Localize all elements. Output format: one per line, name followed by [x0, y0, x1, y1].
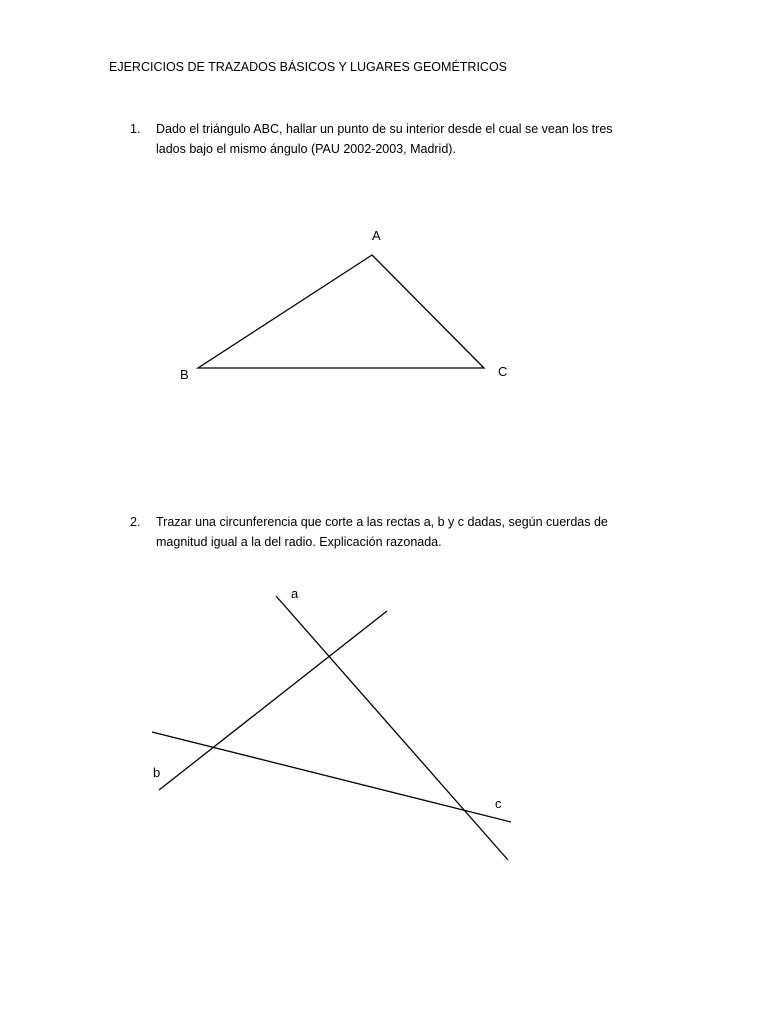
- vertex-label-b: B: [180, 367, 189, 382]
- line-a: [276, 596, 508, 860]
- exercise-number: 1.: [130, 122, 141, 136]
- line-b: [159, 611, 387, 790]
- exercise-statement-line: magnitud igual a la del radio. Explicación razonada.: [156, 535, 442, 549]
- vertex-label-c: C: [498, 364, 508, 379]
- lines-figure: [152, 586, 511, 860]
- vertex-label-a: A: [372, 228, 381, 243]
- exercise-1: [130, 119, 650, 159]
- line-label-c: c: [495, 796, 502, 811]
- exercise-statement-line: Trazar una circunferencia que corte a las rectas a, b y c dadas, según cuerdas de: [156, 515, 608, 529]
- line-label-b: b: [153, 765, 161, 780]
- exercise-2: [130, 512, 650, 552]
- page-title: EJERCICIOS DE TRAZADOS BÁSICOS Y LUGARES GEOMÉTRICOS: [109, 60, 508, 74]
- exercise-statement-line: lados bajo el mismo ángulo (PAU 2002-2003, Madrid).: [156, 142, 456, 156]
- exercise-statement-line: Dado el triángulo ABC, hallar un punto de su interior desde el cual se vean los tres: [156, 122, 613, 136]
- exercise-statement: [156, 119, 650, 159]
- exercise-statement: [156, 512, 650, 552]
- triangle-abc: [198, 255, 484, 368]
- triangle-figure: [180, 228, 507, 382]
- exercise-number: 2.: [130, 515, 141, 529]
- line-c: [152, 732, 511, 822]
- line-label-a: a: [291, 586, 299, 601]
